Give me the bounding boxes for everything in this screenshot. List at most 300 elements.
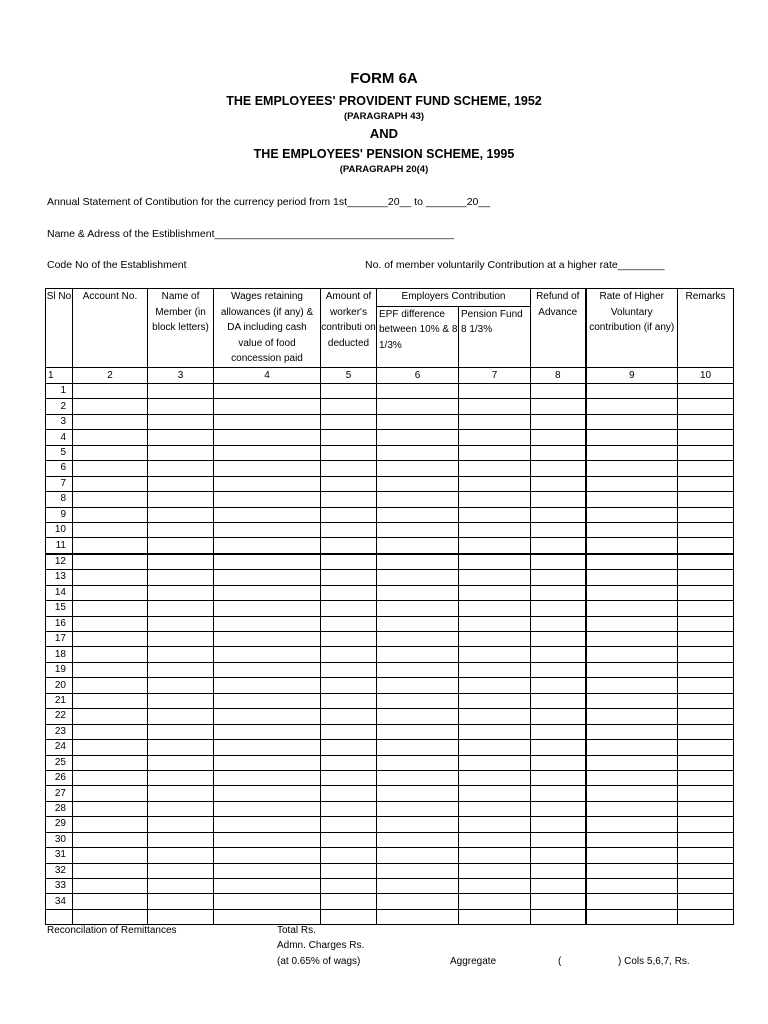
entry-cell[interactable]: [73, 445, 148, 460]
entry-cell[interactable]: [377, 492, 459, 507]
entry-cell[interactable]: [377, 709, 459, 724]
entry-cell[interactable]: [148, 709, 214, 724]
entry-cell[interactable]: [459, 863, 531, 878]
entry-cell[interactable]: [321, 817, 377, 832]
entry-cell[interactable]: [586, 461, 678, 476]
entry-cell[interactable]: [321, 461, 377, 476]
entry-cell[interactable]: [214, 399, 321, 414]
entry-cell[interactable]: [214, 522, 321, 537]
entry-cell[interactable]: [678, 414, 734, 429]
entry-cell[interactable]: [321, 879, 377, 894]
entry-cell[interactable]: [586, 570, 678, 585]
entry-cell[interactable]: [214, 507, 321, 522]
entry-cell[interactable]: [377, 522, 459, 537]
entry-cell[interactable]: [678, 384, 734, 399]
entry-cell[interactable]: [586, 801, 678, 816]
entry-cell[interactable]: [678, 724, 734, 739]
entry-cell[interactable]: [531, 461, 586, 476]
entry-cell[interactable]: [214, 538, 321, 554]
entry-cell[interactable]: [73, 538, 148, 554]
entry-cell[interactable]: [214, 801, 321, 816]
entry-cell[interactable]: [459, 461, 531, 476]
entry-cell[interactable]: [459, 430, 531, 445]
entry-cell[interactable]: [321, 399, 377, 414]
entry-cell[interactable]: [678, 430, 734, 445]
entry-cell[interactable]: [73, 817, 148, 832]
entry-cell[interactable]: [586, 662, 678, 677]
entry-cell[interactable]: [148, 848, 214, 863]
entry-cell[interactable]: [148, 492, 214, 507]
entry-cell[interactable]: [321, 554, 377, 570]
entry-cell[interactable]: [459, 384, 531, 399]
entry-cell[interactable]: [148, 570, 214, 585]
entry-cell[interactable]: [148, 801, 214, 816]
entry-cell[interactable]: [586, 894, 678, 909]
entry-cell[interactable]: [377, 585, 459, 600]
entry-cell[interactable]: [678, 770, 734, 785]
entry-cell[interactable]: [459, 894, 531, 909]
entry-cell[interactable]: [586, 770, 678, 785]
entry-cell[interactable]: [214, 492, 321, 507]
entry-cell[interactable]: [459, 554, 531, 570]
entry-cell[interactable]: [459, 678, 531, 693]
entry-cell[interactable]: [678, 616, 734, 631]
entry-cell[interactable]: [459, 647, 531, 662]
entry-cell[interactable]: [214, 384, 321, 399]
entry-cell[interactable]: [321, 894, 377, 909]
entry-cell[interactable]: [377, 507, 459, 522]
entry-cell[interactable]: [321, 709, 377, 724]
entry-cell[interactable]: [377, 601, 459, 616]
entry-cell[interactable]: [531, 476, 586, 491]
entry-cell[interactable]: [148, 384, 214, 399]
entry-cell[interactable]: [148, 724, 214, 739]
entry-cell[interactable]: [377, 430, 459, 445]
entry-cell[interactable]: [148, 601, 214, 616]
entry-cell[interactable]: [586, 585, 678, 600]
entry-cell[interactable]: [459, 476, 531, 491]
entry-cell[interactable]: [586, 755, 678, 770]
entry-cell[interactable]: [321, 522, 377, 537]
entry-cell[interactable]: [586, 786, 678, 801]
entry-cell[interactable]: [214, 662, 321, 677]
entry-cell[interactable]: [459, 538, 531, 554]
entry-cell[interactable]: [73, 848, 148, 863]
entry-cell[interactable]: [459, 632, 531, 647]
entry-cell[interactable]: [148, 507, 214, 522]
entry-cell[interactable]: [377, 476, 459, 491]
entry-cell[interactable]: [73, 832, 148, 847]
entry-cell[interactable]: [531, 786, 586, 801]
entry-cell[interactable]: [586, 709, 678, 724]
entry-cell[interactable]: [73, 909, 148, 924]
entry-cell[interactable]: [377, 770, 459, 785]
entry-cell[interactable]: [321, 384, 377, 399]
entry-cell[interactable]: [586, 476, 678, 491]
entry-cell[interactable]: [73, 507, 148, 522]
entry-cell[interactable]: [531, 445, 586, 460]
entry-cell[interactable]: [73, 662, 148, 677]
entry-cell[interactable]: [678, 817, 734, 832]
entry-cell[interactable]: [459, 399, 531, 414]
entry-cell[interactable]: [214, 554, 321, 570]
entry-cell[interactable]: [321, 863, 377, 878]
entry-cell[interactable]: [321, 647, 377, 662]
entry-cell[interactable]: [321, 832, 377, 847]
entry-cell[interactable]: [586, 848, 678, 863]
entry-cell[interactable]: [531, 384, 586, 399]
entry-cell[interactable]: [459, 786, 531, 801]
entry-cell[interactable]: [459, 662, 531, 677]
entry-cell[interactable]: [148, 909, 214, 924]
entry-cell[interactable]: [73, 476, 148, 491]
entry-cell[interactable]: [377, 554, 459, 570]
entry-cell[interactable]: [214, 570, 321, 585]
entry-cell[interactable]: [73, 879, 148, 894]
entry-cell[interactable]: [321, 476, 377, 491]
entry-cell[interactable]: [73, 863, 148, 878]
entry-cell[interactable]: [148, 538, 214, 554]
entry-cell[interactable]: [531, 832, 586, 847]
entry-cell[interactable]: [73, 709, 148, 724]
entry-cell[interactable]: [678, 879, 734, 894]
entry-cell[interactable]: [321, 585, 377, 600]
entry-cell[interactable]: [678, 538, 734, 554]
entry-cell[interactable]: [531, 492, 586, 507]
entry-cell[interactable]: [586, 492, 678, 507]
entry-cell[interactable]: [459, 848, 531, 863]
entry-cell[interactable]: [459, 909, 531, 924]
entry-cell[interactable]: [214, 585, 321, 600]
entry-cell[interactable]: [459, 770, 531, 785]
entry-cell[interactable]: [531, 709, 586, 724]
entry-cell[interactable]: [459, 879, 531, 894]
entry-cell[interactable]: [73, 414, 148, 429]
entry-cell[interactable]: [321, 724, 377, 739]
entry-cell[interactable]: [531, 817, 586, 832]
entry-cell[interactable]: [531, 570, 586, 585]
entry-cell[interactable]: [214, 724, 321, 739]
entry-cell[interactable]: [531, 848, 586, 863]
entry-cell[interactable]: [214, 632, 321, 647]
entry-cell[interactable]: [678, 601, 734, 616]
entry-cell[interactable]: [531, 399, 586, 414]
entry-cell[interactable]: [678, 755, 734, 770]
entry-cell[interactable]: [531, 740, 586, 755]
entry-cell[interactable]: [531, 894, 586, 909]
entry-cell[interactable]: [214, 817, 321, 832]
entry-cell[interactable]: [586, 414, 678, 429]
entry-cell[interactable]: [73, 678, 148, 693]
entry-cell[interactable]: [148, 430, 214, 445]
entry-cell[interactable]: [459, 616, 531, 631]
entry-cell[interactable]: [678, 786, 734, 801]
entry-cell[interactable]: [148, 662, 214, 677]
entry-cell[interactable]: [531, 662, 586, 677]
entry-cell[interactable]: [321, 801, 377, 816]
entry-cell[interactable]: [377, 832, 459, 847]
entry-cell[interactable]: [214, 693, 321, 708]
entry-cell[interactable]: [148, 476, 214, 491]
entry-cell[interactable]: [531, 647, 586, 662]
entry-cell[interactable]: [73, 570, 148, 585]
entry-cell[interactable]: [321, 616, 377, 631]
entry-cell[interactable]: [214, 740, 321, 755]
entry-cell[interactable]: [73, 740, 148, 755]
entry-cell[interactable]: [678, 461, 734, 476]
entry-cell[interactable]: [73, 585, 148, 600]
entry-cell[interactable]: [586, 909, 678, 924]
entry-cell[interactable]: [321, 632, 377, 647]
entry-cell[interactable]: [73, 894, 148, 909]
entry-cell[interactable]: [214, 770, 321, 785]
entry-cell[interactable]: [214, 647, 321, 662]
entry-cell[interactable]: [459, 693, 531, 708]
entry-cell[interactable]: [148, 770, 214, 785]
entry-cell[interactable]: [377, 647, 459, 662]
entry-cell[interactable]: [678, 507, 734, 522]
entry-cell[interactable]: [148, 632, 214, 647]
entry-cell[interactable]: [586, 522, 678, 537]
entry-cell[interactable]: [377, 848, 459, 863]
entry-cell[interactable]: [586, 601, 678, 616]
entry-cell[interactable]: [377, 570, 459, 585]
entry-cell[interactable]: [73, 601, 148, 616]
entry-cell[interactable]: [321, 601, 377, 616]
entry-cell[interactable]: [148, 445, 214, 460]
entry-cell[interactable]: [678, 801, 734, 816]
entry-cell[interactable]: [678, 740, 734, 755]
entry-cell[interactable]: [678, 399, 734, 414]
entry-cell[interactable]: [377, 538, 459, 554]
entry-cell[interactable]: [321, 755, 377, 770]
entry-cell[interactable]: [73, 492, 148, 507]
entry-cell[interactable]: [214, 445, 321, 460]
entry-cell[interactable]: [678, 894, 734, 909]
entry-cell[interactable]: [214, 894, 321, 909]
entry-cell[interactable]: [377, 616, 459, 631]
entry-cell[interactable]: [73, 770, 148, 785]
entry-cell[interactable]: [214, 879, 321, 894]
entry-cell[interactable]: [586, 693, 678, 708]
entry-cell[interactable]: [321, 570, 377, 585]
entry-cell[interactable]: [531, 507, 586, 522]
entry-cell[interactable]: [321, 507, 377, 522]
entry-cell[interactable]: [459, 755, 531, 770]
entry-cell[interactable]: [678, 709, 734, 724]
entry-cell[interactable]: [531, 879, 586, 894]
entry-cell[interactable]: [531, 678, 586, 693]
entry-cell[interactable]: [459, 507, 531, 522]
entry-cell[interactable]: [678, 647, 734, 662]
entry-cell[interactable]: [214, 476, 321, 491]
entry-cell[interactable]: [377, 879, 459, 894]
entry-cell[interactable]: [73, 399, 148, 414]
entry-cell[interactable]: [678, 863, 734, 878]
entry-cell[interactable]: [148, 414, 214, 429]
entry-cell[interactable]: [531, 538, 586, 554]
entry-cell[interactable]: [377, 399, 459, 414]
entry-cell[interactable]: [73, 384, 148, 399]
entry-cell[interactable]: [531, 601, 586, 616]
entry-cell[interactable]: [214, 848, 321, 863]
entry-cell[interactable]: [531, 693, 586, 708]
entry-cell[interactable]: [321, 848, 377, 863]
entry-cell[interactable]: [377, 740, 459, 755]
entry-cell[interactable]: [586, 724, 678, 739]
entry-cell[interactable]: [377, 445, 459, 460]
entry-cell[interactable]: [148, 399, 214, 414]
entry-cell[interactable]: [586, 863, 678, 878]
entry-cell[interactable]: [586, 430, 678, 445]
entry-cell[interactable]: [148, 678, 214, 693]
entry-cell[interactable]: [148, 832, 214, 847]
entry-cell[interactable]: [531, 863, 586, 878]
entry-cell[interactable]: [321, 538, 377, 554]
entry-cell[interactable]: [586, 554, 678, 570]
entry-cell[interactable]: [148, 740, 214, 755]
entry-cell[interactable]: [377, 461, 459, 476]
entry-cell[interactable]: [73, 693, 148, 708]
entry-cell[interactable]: [531, 554, 586, 570]
entry-cell[interactable]: [377, 678, 459, 693]
entry-cell[interactable]: [586, 647, 678, 662]
entry-cell[interactable]: [459, 601, 531, 616]
entry-cell[interactable]: [321, 770, 377, 785]
entry-cell[interactable]: [377, 414, 459, 429]
entry-cell[interactable]: [377, 863, 459, 878]
entry-cell[interactable]: [459, 817, 531, 832]
entry-cell[interactable]: [214, 414, 321, 429]
entry-cell[interactable]: [214, 430, 321, 445]
entry-cell[interactable]: [678, 662, 734, 677]
entry-cell[interactable]: [531, 632, 586, 647]
entry-cell[interactable]: [678, 476, 734, 491]
entry-cell[interactable]: [148, 616, 214, 631]
entry-cell[interactable]: [586, 445, 678, 460]
entry-cell[interactable]: [148, 786, 214, 801]
entry-cell[interactable]: [148, 879, 214, 894]
entry-cell[interactable]: [531, 770, 586, 785]
entry-cell[interactable]: [321, 740, 377, 755]
entry-cell[interactable]: [73, 724, 148, 739]
entry-cell[interactable]: [531, 801, 586, 816]
entry-cell[interactable]: [459, 724, 531, 739]
entry-cell[interactable]: [377, 786, 459, 801]
entry-cell[interactable]: [377, 632, 459, 647]
entry-cell[interactable]: [531, 414, 586, 429]
entry-cell[interactable]: [73, 632, 148, 647]
entry-cell[interactable]: [377, 693, 459, 708]
entry-cell[interactable]: [459, 801, 531, 816]
entry-cell[interactable]: [214, 863, 321, 878]
entry-cell[interactable]: [73, 801, 148, 816]
entry-cell[interactable]: [377, 724, 459, 739]
entry-cell[interactable]: [377, 817, 459, 832]
entry-cell[interactable]: [377, 909, 459, 924]
entry-cell[interactable]: [678, 832, 734, 847]
entry-cell[interactable]: [321, 492, 377, 507]
entry-cell[interactable]: [73, 461, 148, 476]
entry-cell[interactable]: [214, 709, 321, 724]
entry-cell[interactable]: [459, 740, 531, 755]
entry-cell[interactable]: [73, 786, 148, 801]
entry-cell[interactable]: [214, 678, 321, 693]
entry-cell[interactable]: [148, 554, 214, 570]
entry-cell[interactable]: [214, 786, 321, 801]
entry-cell[interactable]: [321, 430, 377, 445]
entry-cell[interactable]: [586, 678, 678, 693]
entry-cell[interactable]: [459, 445, 531, 460]
entry-cell[interactable]: [586, 538, 678, 554]
entry-cell[interactable]: [73, 522, 148, 537]
entry-cell[interactable]: [678, 585, 734, 600]
entry-cell[interactable]: [678, 848, 734, 863]
entry-cell[interactable]: [73, 554, 148, 570]
entry-cell[interactable]: [73, 430, 148, 445]
entry-cell[interactable]: [321, 445, 377, 460]
entry-cell[interactable]: [459, 832, 531, 847]
entry-cell[interactable]: [678, 554, 734, 570]
entry-cell[interactable]: [148, 522, 214, 537]
entry-cell[interactable]: [586, 740, 678, 755]
entry-cell[interactable]: [321, 909, 377, 924]
entry-cell[interactable]: [586, 832, 678, 847]
entry-cell[interactable]: [214, 601, 321, 616]
entry-cell[interactable]: [321, 786, 377, 801]
entry-cell[interactable]: [531, 430, 586, 445]
entry-cell[interactable]: [678, 522, 734, 537]
entry-cell[interactable]: [73, 755, 148, 770]
entry-cell[interactable]: [321, 693, 377, 708]
entry-cell[interactable]: [459, 709, 531, 724]
entry-cell[interactable]: [678, 445, 734, 460]
entry-cell[interactable]: [214, 755, 321, 770]
entry-cell[interactable]: [531, 755, 586, 770]
entry-cell[interactable]: [321, 662, 377, 677]
entry-cell[interactable]: [214, 832, 321, 847]
entry-cell[interactable]: [531, 616, 586, 631]
entry-cell[interactable]: [678, 492, 734, 507]
entry-cell[interactable]: [678, 632, 734, 647]
entry-cell[interactable]: [531, 724, 586, 739]
entry-cell[interactable]: [148, 585, 214, 600]
entry-cell[interactable]: [586, 879, 678, 894]
entry-cell[interactable]: [377, 384, 459, 399]
entry-cell[interactable]: [148, 647, 214, 662]
entry-cell[interactable]: [459, 414, 531, 429]
entry-cell[interactable]: [214, 461, 321, 476]
entry-cell[interactable]: [73, 616, 148, 631]
entry-cell[interactable]: [148, 894, 214, 909]
entry-cell[interactable]: [148, 693, 214, 708]
entry-cell[interactable]: [377, 894, 459, 909]
entry-cell[interactable]: [586, 817, 678, 832]
entry-cell[interactable]: [148, 755, 214, 770]
entry-cell[interactable]: [377, 662, 459, 677]
entry-cell[interactable]: [148, 817, 214, 832]
entry-cell[interactable]: [377, 755, 459, 770]
entry-cell[interactable]: [214, 909, 321, 924]
entry-cell[interactable]: [531, 522, 586, 537]
entry-cell[interactable]: [678, 570, 734, 585]
entry-cell[interactable]: [586, 507, 678, 522]
entry-cell[interactable]: [73, 647, 148, 662]
entry-cell[interactable]: [459, 570, 531, 585]
entry-cell[interactable]: [321, 414, 377, 429]
entry-cell[interactable]: [531, 909, 586, 924]
entry-cell[interactable]: [586, 632, 678, 647]
